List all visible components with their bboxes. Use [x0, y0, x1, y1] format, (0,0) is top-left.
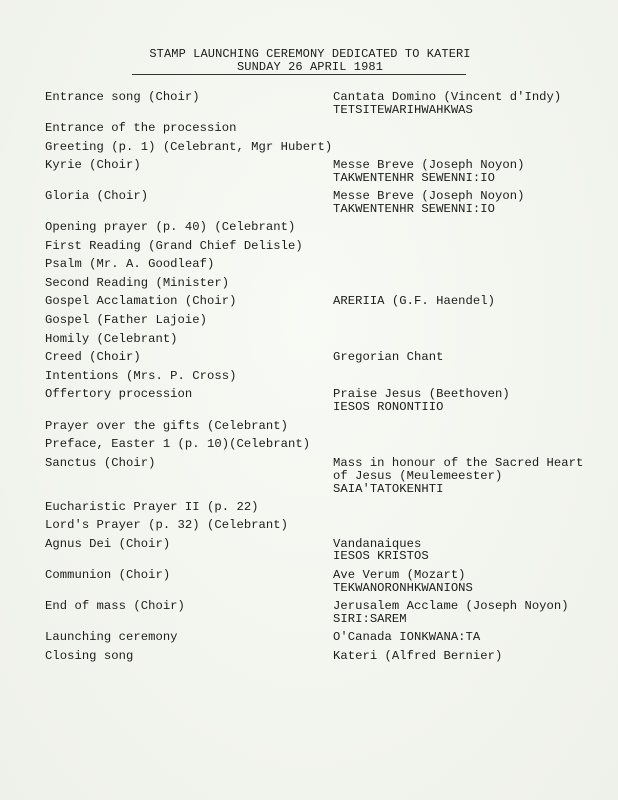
music-title: Kateri (Alfred Bernier) [333, 649, 503, 663]
program-item: Greeting (p. 1) (Celebrant, Mgr Hubert) [45, 140, 333, 154]
music-mohawk: TEKWANORONHKWANIONS [333, 581, 473, 595]
program-item: Gloria (Choir) [45, 189, 149, 203]
music-title: of Jesus (Meulemeester) [333, 469, 503, 483]
music-title: Messe Breve (Joseph Noyon) [333, 158, 525, 172]
program-item: Offertory procession [45, 387, 193, 401]
program-item: Agnus Dei (Choir) [45, 537, 171, 551]
program-item: Preface, Easter 1 (p. 10)(Celebrant) [45, 437, 311, 451]
program-item: Gospel Acclamation (Choir) [45, 294, 237, 308]
program-item: Sanctus (Choir) [45, 456, 156, 470]
music-mohawk: IESOS RONONTIIO [333, 400, 444, 414]
music-title: Vandanaiques [333, 537, 422, 551]
program-item: Launching ceremony [45, 630, 178, 644]
music-mohawk: TAKWENTENHR SEWENNI:IO [333, 202, 496, 216]
music-title: ARERIIA (G.F. Haendel) [333, 294, 496, 308]
program-item: Psalm (Mr. A. Goodleaf) [45, 257, 215, 271]
program-item: End of mass (Choir) [45, 599, 185, 613]
program-item: Homily (Celebrant) [45, 332, 178, 346]
music-title: Jerusalem Acclame (Joseph Noyon) [333, 599, 569, 613]
program-item: Eucharistic Prayer II (p. 22) [45, 500, 259, 514]
program-item: Intentions (Mrs. P. Cross) [45, 369, 237, 383]
music-title: Ave Verum (Mozart) [333, 568, 466, 582]
document-title: STAMP LAUNCHING CEREMONY DEDICATED TO KATERI [149, 47, 471, 61]
program-item: Second Reading (Minister) [45, 276, 230, 290]
music-title: O'Canada IONKWANA:TA [333, 630, 481, 644]
music-mohawk: SAIA'TATOKENHTI [333, 482, 444, 496]
program-item: Entrance of the procession [45, 121, 237, 135]
music-title: Messe Breve (Joseph Noyon) [333, 189, 525, 203]
title-underline [132, 74, 466, 75]
program-item: Opening prayer (p. 40) (Celebrant) [45, 220, 296, 234]
document-date: SUNDAY 26 APRIL 1981 [236, 60, 384, 74]
program-item: First Reading (Grand Chief Delisle) [45, 239, 303, 253]
music-title: Praise Jesus (Beethoven) [333, 387, 510, 401]
program-item: Communion (Choir) [45, 568, 171, 582]
program-item: Lord's Prayer (p. 32) (Celebrant) [45, 518, 289, 532]
music-title: Gregorian Chant [333, 350, 444, 364]
program-item: Gospel (Father Lajoie) [45, 313, 208, 327]
music-mohawk: TETSITEWARIHWAHKWAS [333, 103, 473, 117]
program-item: Entrance song (Choir) [45, 90, 200, 104]
music-title: Mass in honour of the Sacred Heart [333, 456, 584, 470]
program-item: Kyrie (Choir) [45, 158, 141, 172]
music-mohawk: IESOS KRISTOS [333, 549, 429, 563]
program-item: Closing song [45, 649, 134, 663]
music-title: Cantata Domino (Vincent d'Indy) [333, 90, 562, 104]
program-item: Creed (Choir) [45, 350, 141, 364]
music-mohawk: SIRI:SAREM [333, 612, 407, 626]
music-mohawk: TAKWENTENHR SEWENNI:IO [333, 171, 496, 185]
program-item: Prayer over the gifts (Celebrant) [45, 419, 289, 433]
